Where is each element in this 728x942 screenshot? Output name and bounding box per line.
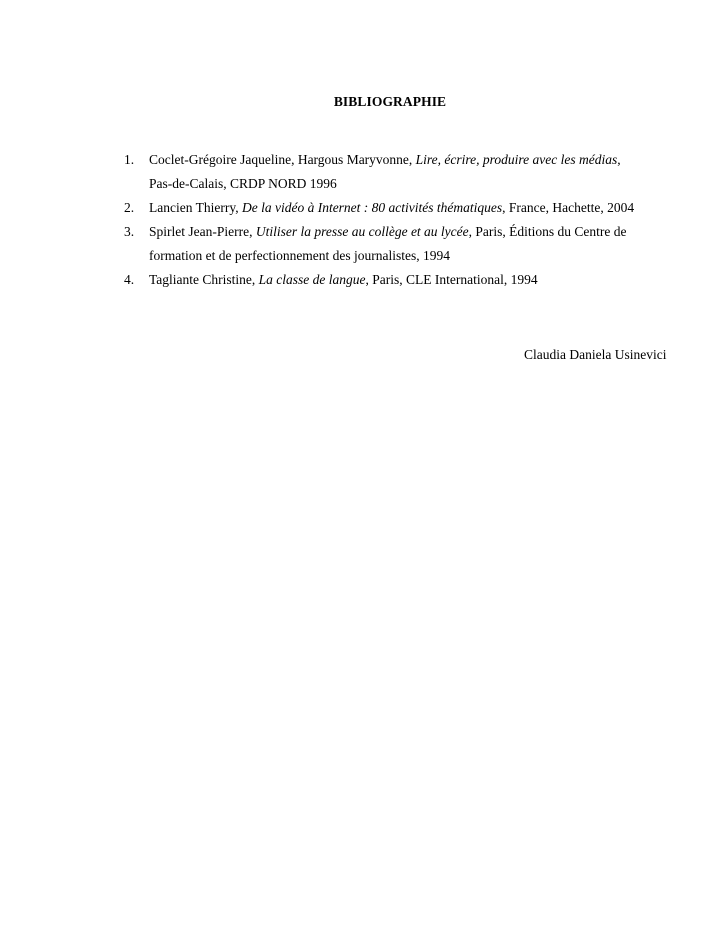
entry-details: , Paris, Éditions du Centre de [468,224,627,239]
entry-details-continued: Pas-de-Calais, CRDP NORD 1996 [149,176,337,191]
entry-title: Lire, écrire, produire avec les médias [415,152,618,167]
bibliography-entry [124,148,684,196]
entry-number: 1. [124,152,135,167]
entry-details: , France, Hachette, 2004 [502,200,635,215]
author-signature: Claudia Daniela Usinevici [524,347,667,362]
entry-details: , [617,152,621,167]
bibliography-entry [124,220,684,268]
entry-authors: Lancien Thierry, [149,200,242,215]
entry-number: 3. [124,224,135,239]
entry-number: 2. [124,200,135,215]
entry-title: Utiliser la presse au collège et au lycée [255,224,469,239]
entry-authors: Tagliante Christine, [149,272,259,287]
bibliography-heading: BIBLIOGRAPHIE [333,94,447,109]
bibliography-entry [124,268,684,292]
bibliography-entry [124,196,684,220]
bibliography-list [124,148,684,292]
entry-authors: Coclet-Grégoire Jaqueline, Hargous Maryvonne, [149,152,416,167]
entry-title: De la vidéo à Internet : 80 activités thématiques [241,200,503,215]
entry-details: , Paris, CLE International, 1994 [365,272,538,287]
entry-title: La classe de langue [258,272,366,287]
entry-number: 4. [124,272,135,287]
entry-authors: Spirlet Jean-Pierre, [149,224,256,239]
entry-details-continued: formation et de perfectionnement des journalistes, 1994 [149,248,451,263]
